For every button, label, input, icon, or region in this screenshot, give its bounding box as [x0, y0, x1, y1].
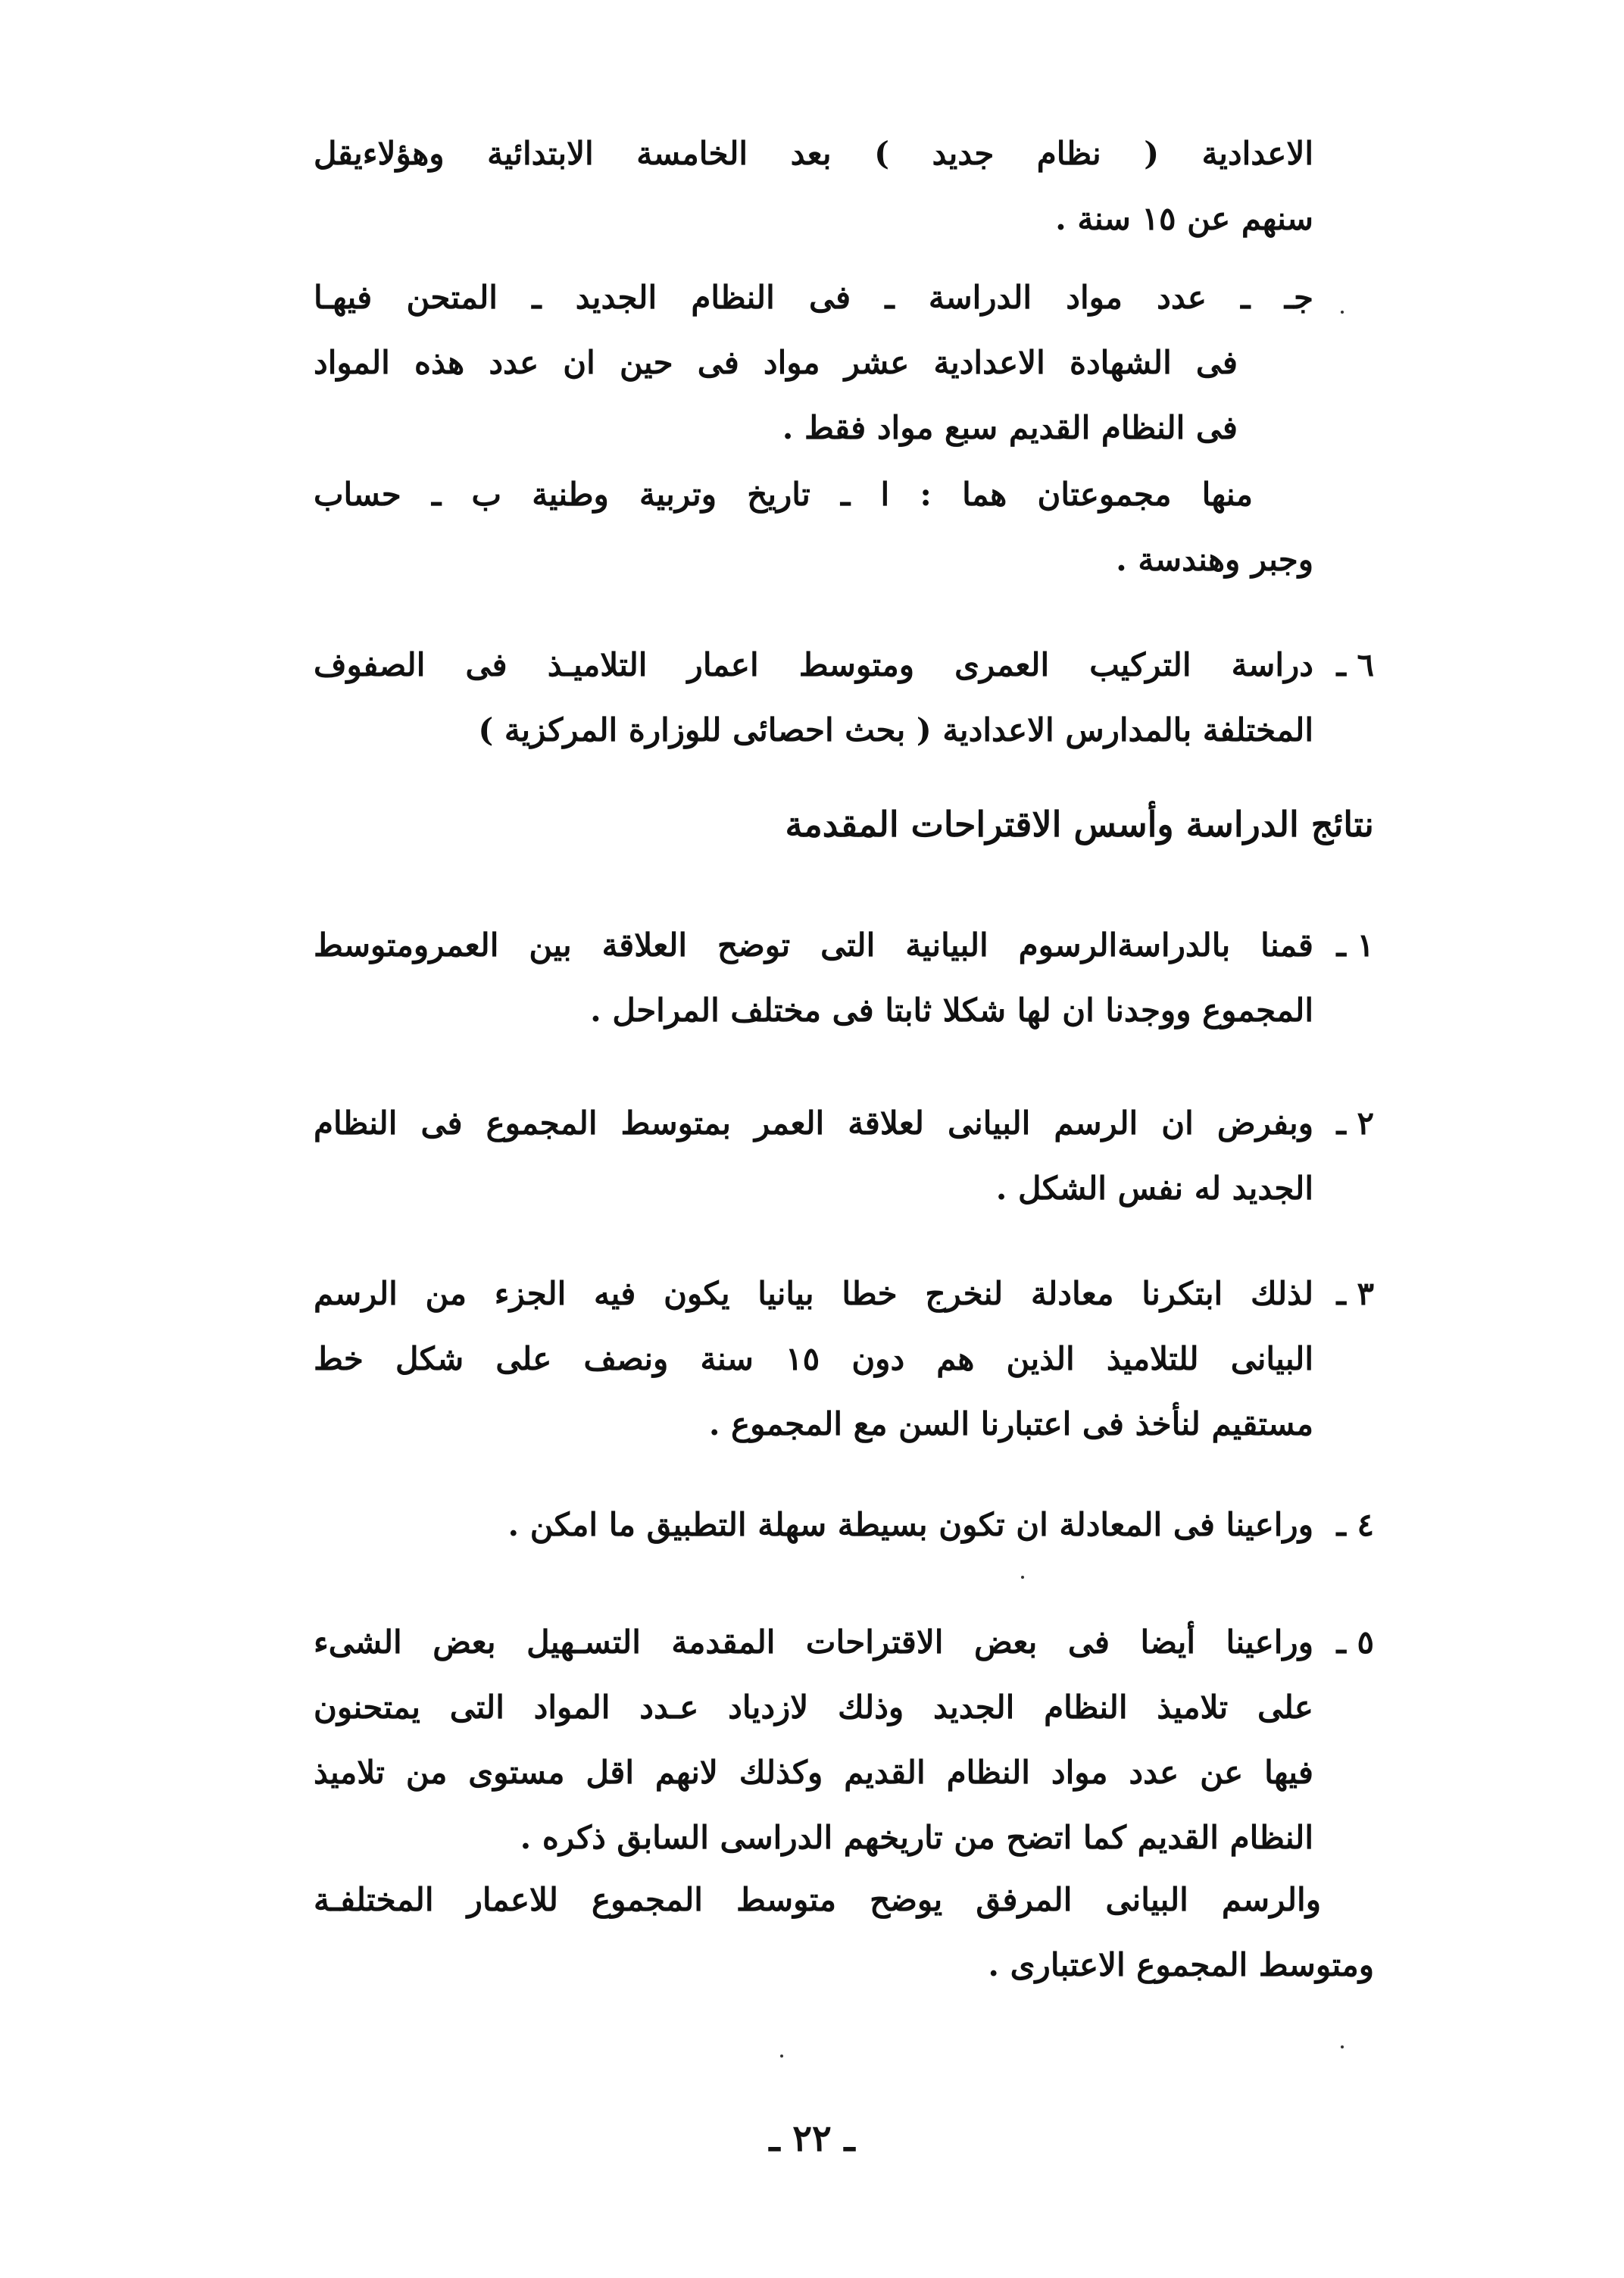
result-1-line-2: المجموع ووجدنا ان لها شكلا ثابتا فى مختلف المراحل . [590, 992, 1313, 1029]
result-5-line-4: النظام القديم كما اتضح من تاريخهم الدراسى السابق ذكره . [520, 1819, 1313, 1856]
result-5-line-2: على تلاميذ النظام الجديد وذلك لازدياد عـدد المواد التى يمتحنون [314, 1689, 1313, 1726]
closing-line-2: ومتوسط المجموع الاعتبارى . [988, 1946, 1374, 1983]
item-jeem-line-2: فى الشهادة الاعدادية عشر مواد فى حين ان عدد هذه المواد [314, 344, 1238, 381]
result-1-number: ١ ـ [1336, 927, 1374, 964]
result-3-line-1: لذلك ابتكرنا معادلة لنخرج خطا بيانيا يكون فيه الجزء من الرسم [314, 1275, 1313, 1312]
item-jeem-paragraph [314, 265, 1313, 461]
item-jeem-subpara [314, 462, 1313, 592]
item-jeem-line-3: فى النظام القديم سبع مواد فقط . [782, 409, 1238, 446]
item-jeem-line-4: منها مجموعتان هما : ا ـ تاريخ وتربية وطنية ب ـ حساب [314, 476, 1253, 513]
result-4-line-1: وراعينا فى المعادلة ان تكون بسيطة سهلة التطبيق ما امكن . [508, 1506, 1313, 1543]
scan-speck [1021, 1576, 1024, 1579]
item-6-line-2: المختلفة بالمدارس الاعدادية ( بحث احصائى للوزارة المركزية ) [478, 711, 1313, 748]
result-5-line-3: فيها عن عدد مواد النظام القديم وكذلك لانهم اقل مستوى من تلاميذ [314, 1754, 1313, 1791]
closing-line-1: والرسم البيانى المرفق يوضح متوسط المجموع للاعمار المختلفـة [314, 1881, 1321, 1918]
result-3-line-3: مستقيم لنأخذ فى اعتبارنا السن مع المجموع . [708, 1405, 1313, 1442]
result-2-line-2: الجديد له نفس الشكل . [995, 1170, 1313, 1207]
scan-speck [1341, 311, 1344, 314]
intro-line-2: سنهم عن ١٥ سنة . [1055, 200, 1313, 237]
item-6-number: ٦ ـ [1336, 646, 1374, 683]
item-jeem-line-5: وجبر وهندسة . [1116, 541, 1313, 578]
intro-line-1: الاعدادية ( نظام جديد ) بعد الخامسة الابتدائية وهؤلاءيقل [314, 135, 1313, 172]
section-heading: نتائج الدراسة وأسس الاقتراحات المقدمة [785, 804, 1374, 845]
item-jeem-line-1: جـ ـ عدد مواد الدراسة ـ فى النظام الجديد ـ المتحن فيهـا [314, 279, 1313, 316]
result-3-line-2: البيانى للتلاميذ الذين هم دون ١٥ سنة ونصف على شكل خط [314, 1340, 1313, 1377]
result-5-line-1: وراعينا أيضا فى بعض الاقتراحات المقدمة التسـهيل بعض الشىء [314, 1623, 1313, 1661]
page-number: ـ ٢٢ ـ [769, 2117, 855, 2160]
closing-paragraph [314, 1867, 1374, 1998]
item-6-line-1: دراسة التركيب العمرى ومتوسط اعمار التلاميـذ فى الصفوف [314, 646, 1313, 683]
result-5-number: ٥ ـ [1336, 1623, 1374, 1661]
result-3-number: ٣ ـ [1336, 1275, 1374, 1312]
intro-paragraph [314, 121, 1313, 252]
result-2-line-1: وبفرض ان الرسم البيانى لعلاقة العمر بمتوسط المجموع فى النظام [314, 1105, 1313, 1142]
result-2-number: ٢ ـ [1336, 1105, 1374, 1142]
scan-speck [1341, 2045, 1344, 2048]
result-4-number: ٤ ـ [1336, 1506, 1374, 1543]
scan-speck [780, 2055, 783, 2058]
result-1-line-1: قمنا بالدراسةالرسوم البيانية التى توضح العلاقة بين العمرومتوسط [314, 927, 1313, 964]
